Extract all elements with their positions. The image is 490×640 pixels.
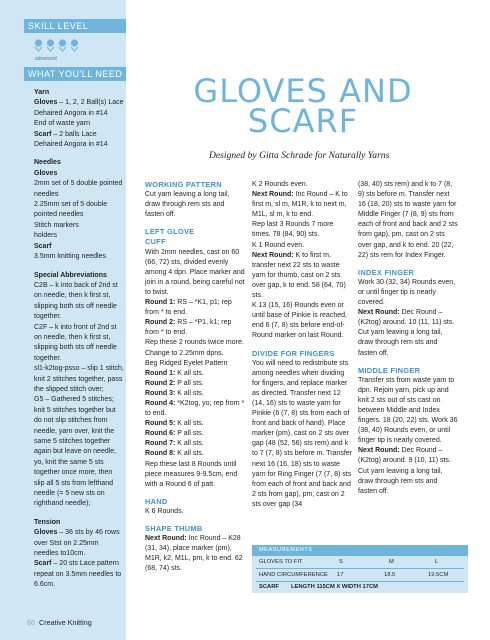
measurements-box: [252, 545, 468, 593]
col2-para-4: K 1 Round even.: [252, 241, 305, 249]
yarn-ball-icon: [45, 38, 56, 52]
tension-title: Tension: [34, 518, 61, 526]
eyelet-round-7-label: Round 7:: [145, 440, 176, 448]
skill-level-heading: SKILL LEVEL: [24, 19, 126, 33]
sizes-row: [252, 556, 468, 568]
hand-heading: HAND: [145, 496, 168, 506]
index-next-round-label: Next Round:: [358, 309, 400, 317]
column-1: [145, 180, 245, 574]
abbreviations-title: Special Abbreviations: [34, 271, 107, 279]
eyelet-round-8-text: K all sts.: [175, 450, 204, 458]
page-number: 66: [27, 618, 35, 627]
eyelet-round-8-label: Round 8:: [145, 450, 176, 458]
needles-gloves-label: Gloves: [34, 169, 58, 177]
yarn-gloves-text: – 1, 2, 2 Ball(s) Lace Dehaired Angora in #14: [34, 99, 124, 117]
middle-next-round-text: Dec Round – (K2tog) around. 9 (10, 11) sts. Cut yarn leaving a long tail, draw through rem sts and fasten off.: [358, 447, 451, 495]
scarf-label: SCARF: [259, 584, 279, 590]
index-finger-heading: INDEX FINGER: [358, 267, 415, 277]
cuff-round-2-label: Round 2:: [145, 319, 176, 327]
abbreviations-text: C2B – k into back of 2nd st on needle, then k first st, slipping both sts off needle together. C2F – k into front of 2nd st on needle, then k first st, slipping both sts off needle together. sl1-k2tog-psso – slip 1 stitch, knit 2 stitches together, pass the slipped stitch over; G5 – Gathered 5 stitches; knit 5 stitches together but do not slip stitches from needle, yarn over, knit the same 5 stitches together again but leave on needle, yo, knit the same 5 sts together once more, then slip all 5 sts from lefthand needle (= 5 new sts on righthand needle);: [34, 281, 124, 508]
eyelet-round-1-label: Round 1:: [145, 369, 176, 377]
size-m: M: [389, 559, 394, 565]
title-line-2: SCARF: [247, 102, 359, 140]
divide-fingers-heading: DIVIDE FOR FINGERS: [252, 348, 335, 358]
col2-next-round-label-1: Next Round:: [252, 191, 294, 199]
scarf-row: [252, 581, 468, 593]
eyelet-pattern-text: Beg Ridged Eyelet Pattern: [145, 359, 228, 367]
col3-para-1: (38, 40) sts rem) and k to 7 (8, 9) sts before m. Transfer next 16 (18, 20) sts to waste yarn for Middle Finger (7 (8, 9) sts from each of front and back and 2 sts from gap), pm, cast on 2 sts over gap, and k to end. 20 (22, 22) sts rem for Index Finger.: [358, 181, 458, 259]
needles-title: Needles: [34, 159, 61, 167]
yarn-gloves-label: Gloves: [34, 99, 58, 107]
needles-scarf-items: 3.5mm knitting needles: [34, 253, 106, 261]
thumb-next-round-text: Inc Round – K28 (31, 34), place marker (pm), M1R, k2, M1L, pm, k to end. 62 (68, 74) sts.: [145, 535, 243, 573]
eyelet-round-6-label: Round 6:: [145, 430, 176, 438]
col2-para-3: Rep last 3 Rounds 7 more times. 78 (84, 90) sts.: [252, 221, 334, 239]
eyelet-round-4-label: Round 4:: [145, 399, 176, 407]
eyelet-round-4-text: *K2tog, yo; rep from * to end.: [145, 399, 245, 418]
cuff-round-1-text: RS – *K1, p1; rep from * to end.: [145, 299, 232, 317]
middle-finger-heading: MIDDLE FINGER: [358, 365, 421, 375]
hand-circumference-row: [252, 569, 468, 581]
scarf-dimensions: LENGTH 115CM X WIDTH 17CM: [291, 584, 378, 590]
hand-text: K 6 Rounds.: [145, 507, 184, 515]
col2-para-6: K 13 (15, 16) Rounds even or until base of Pinkie is reached, end 6 (7, 8) sts before end-of-Round marker on last Round.: [252, 302, 347, 340]
cuff-text: With 2mm needles, cast on 60 (66, 72) sts, divided evenly among 4 dpn. Place marker and join in a round, being careful not to twist.: [145, 248, 245, 296]
size-l: L: [435, 559, 439, 565]
cuff-round-1-label: Round 1:: [145, 299, 176, 307]
tension-gloves-label: Gloves: [34, 529, 58, 537]
skill-level-caption: advanced: [35, 56, 57, 62]
designer-byline: Designed by Gitta Schrade for Naturally Yarns: [209, 150, 390, 161]
yarn-scarf-text: – 2 balls Lace Dehaired Angora in #14: [34, 130, 108, 149]
col2-next-round-label-2: Next Round:: [252, 251, 294, 259]
eyelet-round-6-text: P all sts.: [175, 430, 204, 438]
yarn-ball-icon: [57, 38, 68, 52]
title-line-1: GLOVES AND: [193, 72, 413, 110]
skill-level-icons: [33, 38, 80, 52]
working-pattern-heading: WORKING PATTERN: [145, 180, 222, 189]
magazine-name: Creative Knitting: [39, 618, 92, 627]
shape-thumb-heading: SHAPE THUMB: [145, 524, 203, 533]
thumb-next-round-label: Next Round:: [145, 535, 187, 543]
index-next-round-text: Dec Round – (K2tog) around. 10 (11, 11) sts. Cut yarn leaving a long tail, draw through rem sts and fasten off.: [358, 309, 455, 357]
col2-para-1: K 2 Rounds even.: [252, 181, 308, 188]
eyelet-round-5-text: K all sts.: [175, 420, 204, 428]
divide-fingers-text: You will need to redistribute sts among needles when dividing for fingers, and replace marker as directed. Transfer next 12 (14, 16) sts to waste yarn for Pinkie (6 (7, 8) sts from each of front and back of hand). Place marker (pm), cast on 2 sts over gap (48 (52, 56) sts rem) and k to 7 (7, 8) sts before m. Transfer next 16 (16, 18) sts to waste yarn for Ring Finger (7 (7, 8) sts from each of front and back and 2 sts from gap), pm, cast on 2 sts over gap (34: [252, 359, 352, 508]
hand-circumference-label: HAND CIRCUMFERENCE: [259, 571, 328, 578]
column-2: [252, 180, 352, 510]
yarn-ball-icon: [33, 38, 44, 52]
eyelet-round-3-label: Round 3:: [145, 389, 176, 397]
eyelet-round-1-text: K all sts.: [175, 369, 204, 377]
middle-next-round-label: Next Round:: [358, 447, 400, 455]
yarn-title: Yarn: [34, 89, 50, 96]
materials-list: [34, 88, 124, 591]
eyelet-round-5-label: Round 5:: [145, 420, 176, 428]
col2-next-round-text-1: Inc Round – K to first m, sl m, M1R, k to next m, M1L, sl m, k to end.: [252, 191, 348, 219]
size-s: S: [339, 559, 343, 565]
eyelet-round-2-label: Round 2:: [145, 379, 176, 387]
eyelet-round-3-text: K all sts.: [175, 389, 204, 397]
tension-scarf-text: – 20 sts Lace pattern repeat on 3.5mm needles to 6.6cm.: [34, 560, 122, 589]
index-finger-text: Work 30 (32, 34) Rounds even, or until finger tip is nearly covered.: [358, 278, 456, 307]
hand-circumference-m: 18.5: [384, 571, 396, 578]
column-3: [358, 180, 458, 497]
gloves-to-fit-label: GLOVES TO FIT: [259, 559, 303, 565]
measurements-heading: MEASUREMENTS: [252, 545, 468, 556]
cuff-round-2-text: RS – *P1, k1; rep from * to end.: [145, 319, 232, 337]
cuff-repeat-text: Rep these 2 rounds twice more.: [145, 339, 244, 347]
middle-finger-text: Transfer sts from waste yarn to dpn. Rejoin yarn, pick up and knit 2 sts out of sts cast on between Middle and Index fingers. 18 (20, 22) sts. Work 36 (38, 40) Rounds even, or until finger tip is nearly covered.: [358, 376, 458, 445]
tension-scarf-label: Scarf: [34, 560, 52, 568]
needles-gloves-items: 2mm set of 5 double pointed needles 2.25mm set of 5 double pointed needles Stitch markers holders: [34, 180, 123, 240]
hand-circumference-s: 17: [337, 571, 344, 578]
sidebar: [0, 0, 126, 640]
hand-circumference-l: 19.5CM: [428, 571, 449, 578]
page-footer: [27, 618, 92, 627]
materials-heading: WHAT YOU'LL NEED: [24, 67, 126, 81]
page-title: [188, 72, 418, 140]
yarn-scarf-label: Scarf: [34, 130, 52, 138]
left-glove-heading: LEFT GLOVE: [145, 227, 195, 237]
eyelet-round-7-text: K all sts.: [175, 440, 204, 448]
col2-next-round-text-2: K to first m, transfer next 22 sts to waste yarn for thumb, cast on 2 sts over gap, k to end. 58 (64, 70) sts.: [252, 251, 346, 300]
yarn-waste: End of waste yarn: [34, 120, 91, 128]
cuff-heading: CUFF: [145, 237, 166, 247]
tension-gloves-text: – 36 sts by 46 rows over Stst on 2.25mm needles to10cm.: [34, 529, 120, 558]
needles-scarf-label: Scarf: [34, 242, 52, 250]
change-needles-text: Change to 2.25mm dpns.: [145, 349, 224, 357]
yarn-ball-icon: [69, 38, 80, 52]
eyelet-repeat-text: Rep these last 8 Rounds until piece measures 9-9.5cm, end with a Round 6 of patt.: [145, 460, 238, 488]
eyelet-round-2-text: P all sts.: [175, 379, 204, 387]
working-pattern-text: Cut yarn leaving a long tail, draw through rem sts and fasten off.: [145, 191, 230, 219]
